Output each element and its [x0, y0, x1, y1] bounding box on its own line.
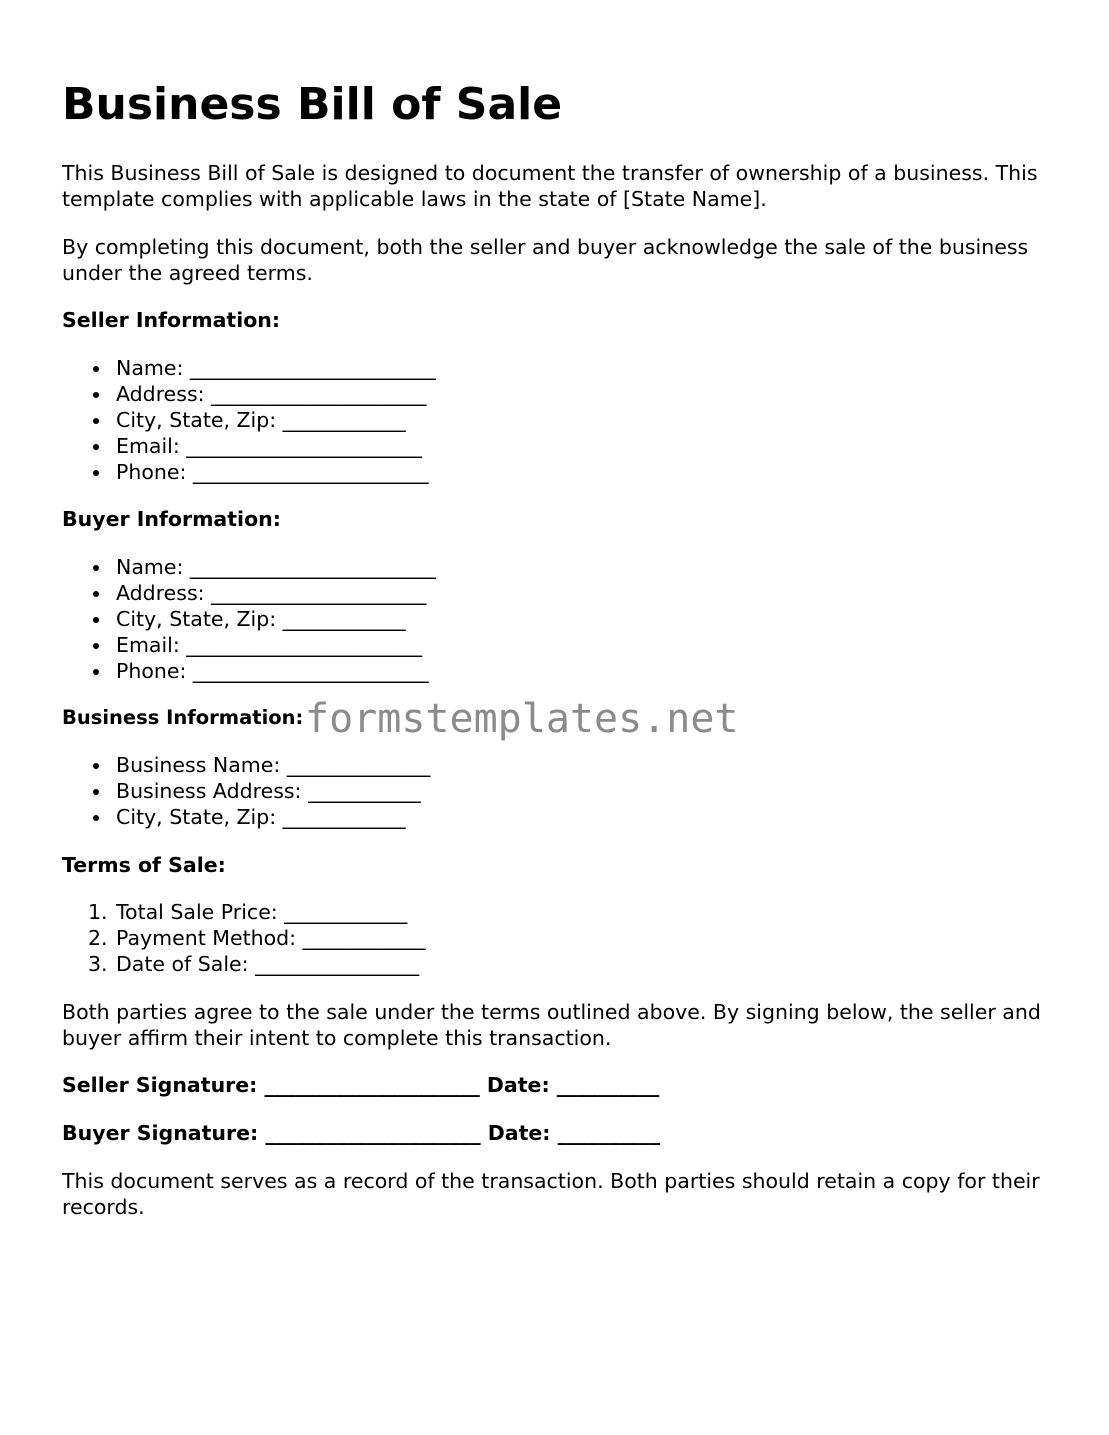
intro-paragraph-1: This Business Bill of Sale is designed to document the transfer of ownership of a business. This template complies with applicable laws in the state of [State Name].: [62, 161, 1038, 211]
seller-name-field: Name: ________________________: [62, 355, 436, 381]
buyer-address-field: Address: _____________________: [62, 580, 436, 606]
watermark-text: formstemplates.net: [305, 696, 739, 742]
seller-phone-field: Phone: _______________________: [62, 459, 436, 485]
buyer-fields-list: [62, 554, 436, 684]
buyer-signature-line: Buyer Signature: _____________________ Date: __________: [62, 1121, 661, 1145]
seller-city-state-zip-field: City, State, Zip: ____________: [62, 407, 436, 433]
business-city-state-zip-field: City, State, Zip: ____________: [62, 804, 430, 830]
buyer-email-field: Email: _______________________: [62, 632, 436, 658]
buyer-city-state-zip-field: City, State, Zip: ____________: [62, 606, 436, 632]
closing-paragraph: This document serves as a record of the transaction. Both parties should retain a copy for their records.: [62, 1169, 1040, 1219]
seller-email-field: Email: _______________________: [62, 433, 436, 459]
terms-item: [62, 899, 426, 925]
document-title: Business Bill of Sale: [62, 79, 563, 130]
seller-address-field: Address: _____________________: [62, 381, 436, 407]
terms-item-number: 3.: [88, 952, 108, 976]
business-address-field: Business Address: ___________: [62, 778, 430, 804]
business-heading: Business Information:: [62, 706, 304, 729]
agreement-paragraph: Both parties agree to the sale under the terms outlined above. By signing below, the seller and buyer affirm their intent to complete this transaction.: [62, 1000, 1041, 1050]
terms-item: [62, 951, 426, 977]
buyer-heading: Buyer Information:: [62, 507, 281, 531]
payment-method-field: Payment Method: ____________: [116, 926, 426, 950]
buyer-phone-field: Phone: _______________________: [62, 658, 436, 684]
total-sale-price-field: Total Sale Price: ____________: [116, 900, 408, 924]
seller-fields-list: [62, 355, 436, 485]
terms-item-number: 1.: [88, 900, 108, 924]
buyer-name-field: Name: ________________________: [62, 554, 436, 580]
business-name-field: Business Name: ______________: [62, 752, 430, 778]
seller-heading: Seller Information:: [62, 308, 281, 332]
business-fields-list: [62, 752, 430, 830]
date-of-sale-field: Date of Sale: ________________: [116, 952, 420, 976]
terms-heading: Terms of Sale:: [62, 853, 226, 877]
terms-item: [62, 925, 426, 951]
terms-list: [62, 899, 426, 977]
seller-signature-line: Seller Signature: _____________________ Date: __________: [62, 1073, 660, 1097]
intro-paragraph-2: By completing this document, both the seller and buyer acknowledge the sale of the business under the agreed terms.: [62, 235, 1029, 285]
terms-item-number: 2.: [88, 926, 108, 950]
